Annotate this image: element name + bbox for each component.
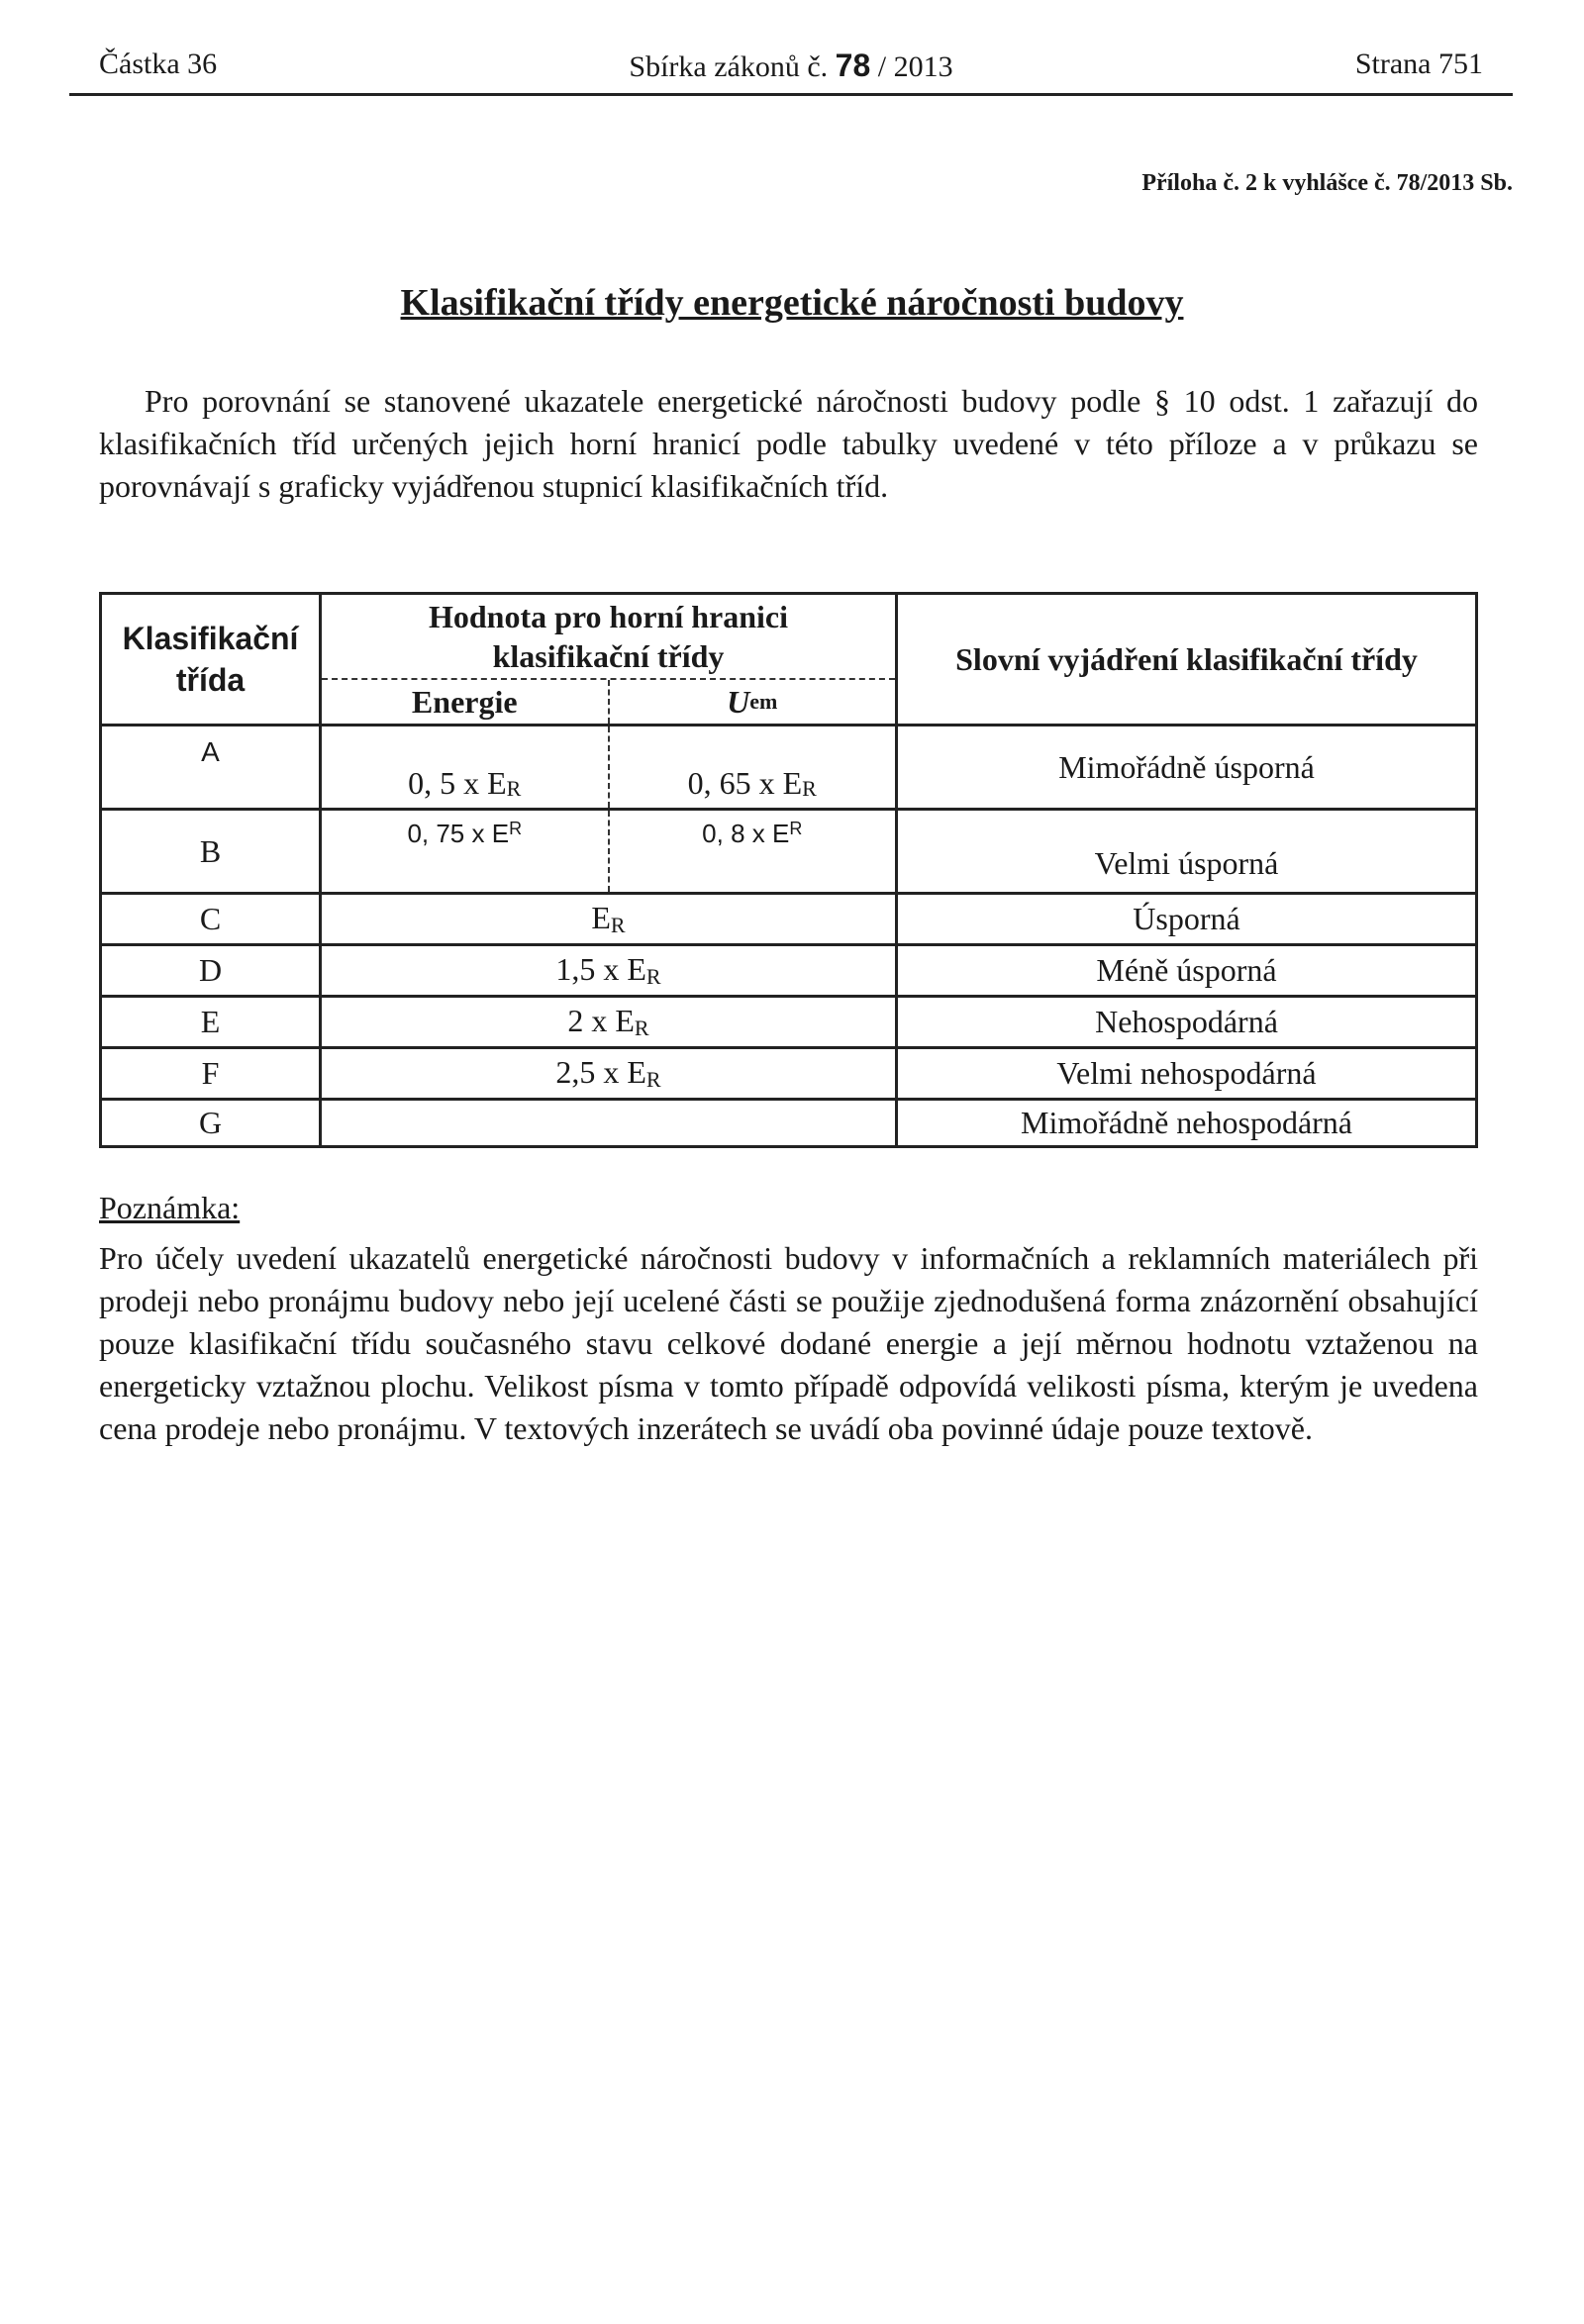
header-energy: Energie <box>322 680 610 724</box>
description-cell: Nehospodárná <box>897 997 1477 1048</box>
note-label: Poznámka: <box>99 1190 241 1225</box>
class-cell: G <box>101 1100 321 1147</box>
header-collection <box>69 48 1513 84</box>
table-row <box>101 1048 1477 1100</box>
table-row <box>101 726 1477 810</box>
value-cell <box>321 1100 897 1147</box>
table-header-row <box>101 594 1477 726</box>
energy-value: 0, 5 x E R <box>322 726 610 808</box>
uem-value: 0, 8 x E R <box>702 819 803 848</box>
description-cell: Velmi nehospodárná <box>897 1048 1477 1100</box>
value-cell <box>321 726 897 810</box>
description-cell: Mimořádně nehospodárná <box>897 1100 1477 1147</box>
header-class <box>101 594 321 726</box>
table-row <box>101 810 1477 894</box>
header-page: Strana 751 <box>1354 48 1483 80</box>
description-cell: Mimořádně úsporná <box>897 726 1477 810</box>
value-cell: 2,5 x $E_R$ <box>321 1048 897 1100</box>
page-header <box>69 44 1513 96</box>
value-cell: 1,5 x $E_R$ <box>321 945 897 997</box>
header-collection-year: / 2013 <box>877 50 953 83</box>
classification-table <box>99 592 1475 1148</box>
description-cell: Úsporná <box>897 894 1477 945</box>
note-paragraph: Pro účely uvedení ukazatelů energetické náročnosti budovy v informačních a reklamních materiálech při prodeji nebo pronájmu budovy nebo její ucelené části se použije zjednodušená forma znázornění obsahující pouze klasifikační třídu současného stavu celkové dodané energie a její měrnou hodnotu vztaženou na energeticky vztažnou plochu. Velikost písma v tomto případě odpovídá velikosti písma, kterým je uvedena cena prodeje nebo pronájmu. V textových inzerátech se uvádí oba povinné údaje pouze textově. <box>99 1240 1478 1446</box>
table-row <box>101 1100 1477 1147</box>
annex-reference: Příloha č. 2 k vyhlášce č. 78/2013 Sb. <box>1141 170 1513 196</box>
description-cell: Méně úsporná <box>897 945 1477 997</box>
header-description: Slovní vyjádření klasifikační třídy <box>897 594 1477 726</box>
value-cell: 2 x $E_R$ <box>321 997 897 1048</box>
document-title: Klasifikační třídy energetické náročnosti budovy <box>400 282 1184 324</box>
header-class-line1: Klasifikační <box>122 621 299 656</box>
description-cell: Velmi úsporná <box>897 810 1477 894</box>
header-uem: U em <box>727 683 778 720</box>
header-value-line2: klasifikační třídy <box>492 638 725 674</box>
class-cell: F <box>101 1048 321 1100</box>
value-cell: $E_R$ <box>321 894 897 945</box>
header-collection-prefix: Sbírka zákonů č. <box>629 50 829 83</box>
table-row <box>101 894 1477 945</box>
value-cell <box>321 810 897 894</box>
header-class-line2: třída <box>175 662 246 698</box>
class-cell: E <box>101 997 321 1048</box>
uem-value: 0, 65 x E R <box>687 765 817 801</box>
table-row <box>101 997 1477 1048</box>
header-value <box>321 594 897 726</box>
header-part: Částka 36 <box>99 48 218 80</box>
header-collection-number: 78 <box>835 48 871 83</box>
table-row <box>101 945 1477 997</box>
class-cell: A <box>101 726 321 810</box>
header-value-line1: Hodnota pro horní hranici <box>428 599 789 634</box>
class-cell: B <box>101 810 321 894</box>
energy-value: 0, 75 x E R <box>322 811 610 892</box>
class-cell: D <box>101 945 321 997</box>
class-cell: C <box>101 894 321 945</box>
intro-paragraph: Pro porovnání se stanovené ukazatele energetické náročnosti budovy podle § 10 odst. 1 zařazují do klasifikačních tříd určených jejich horní hranicí podle tabulky uvedené v této příloze a v průkazu se porovnávají s graficky vyjádřenou stupnicí klasifikačních tříd. <box>99 383 1478 504</box>
